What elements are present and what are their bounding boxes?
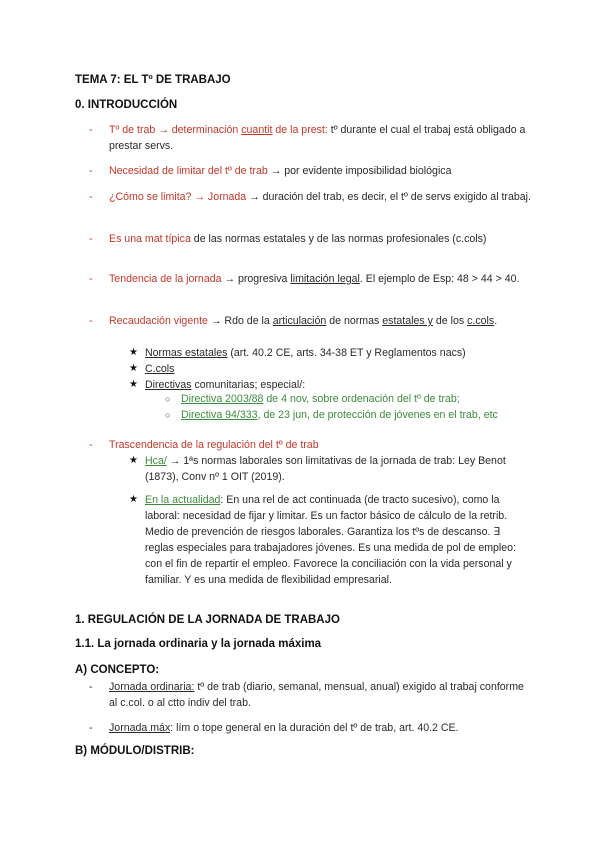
list-item — [89, 437, 534, 453]
star-bullet-icon: ★ — [129, 347, 138, 358]
concept-heading: A) CONCEPTO: — [75, 664, 160, 676]
circle-bullet-icon: ○ — [165, 410, 171, 420]
sub-item-underlined: Directivas — [145, 379, 192, 391]
list-item-underlined: estatales y — [382, 315, 433, 327]
dash-bullet: - — [89, 124, 93, 136]
term-definition: tº de trab (diario, semanal, mensual, anual) exigido al trabaj conforme al c.col. o al ctto indiv del trab. — [109, 681, 524, 709]
directive-link: Directiva 94/333 — [181, 409, 258, 421]
sub-item-text: (art. 40.2 CE, arts. 34-38 ET y Reglamentos nacs) — [227, 347, 466, 359]
list-item-highlight: Recaudación vigente — [109, 315, 208, 327]
list-item-highlight: Trascendencia de la regulación del tº de trab — [109, 439, 319, 451]
sub-list-item — [129, 345, 545, 361]
sub-item-underlined: Normas estatales — [145, 347, 228, 359]
sub-sub-list-item — [165, 391, 533, 407]
dash-bullet: - — [89, 273, 93, 285]
dash-bullet: - — [89, 681, 93, 693]
list-item-text: . — [494, 315, 498, 327]
list-item-highlight: Tº de trab → determinación — [109, 124, 242, 136]
section-1-heading: 1. REGULACIÓN DE LA JORNADA DE TRABAJO — [75, 614, 340, 626]
subsection-heading: 1.1. La jornada ordinaria y la jornada máxima — [75, 638, 322, 650]
list-item-text: de normas — [326, 315, 383, 327]
list-item-text: tº durante el cual el trabaj está obligado a prestar servs. — [109, 124, 526, 152]
sub-list-item — [129, 453, 531, 485]
list-item-text: . El ejemplo de Esp: 48 > 44 > 40. — [359, 273, 520, 285]
module-heading: B) MÓDULO/DISTRIB: — [75, 745, 195, 757]
dash-bullet: - — [89, 315, 93, 327]
list-item-text: → por evidente imposibilidad biológica — [267, 165, 452, 177]
list-item-highlight: ¿Cómo se limita? → Jornada — [109, 191, 247, 203]
list-item-highlight: Necesidad de limitar del tº de trab — [109, 165, 268, 177]
sub-list-item — [129, 361, 545, 377]
term-underlined: Jornada máx — [109, 722, 171, 734]
document-title: TEMA 7: EL Tº DE TRABAJO — [75, 74, 231, 86]
list-item-text: de las normas estatales y de las normas profesionales (c.cols) — [190, 233, 487, 245]
star-bullet-icon: ★ — [129, 455, 138, 466]
list-item — [89, 271, 534, 287]
list-item-underlined: limitación legal — [290, 273, 360, 285]
list-item-underlined: articulación — [272, 315, 327, 327]
list-item-highlight: de la prest: — [272, 124, 328, 136]
list-item — [89, 122, 534, 154]
dash-bullet: - — [89, 191, 93, 203]
list-item-text: → duración del trab, es decir, el tº de servs exigido al trabaj. — [246, 191, 531, 203]
term-definition: : lím o tope general en la duración del tº de trab, art. 40.2 CE. — [170, 722, 459, 734]
sub-item-underlined: C.cols — [145, 363, 175, 375]
list-item-highlight: Es una mat típica — [109, 233, 191, 245]
list-item — [89, 720, 534, 736]
list-item — [89, 313, 534, 329]
list-item — [89, 189, 534, 205]
star-bullet-icon: ★ — [129, 363, 138, 374]
list-item-underlined: c.cols — [467, 315, 495, 327]
sub-item-text: comunitarias; especial/: — [191, 379, 306, 391]
term-underlined: Jornada ordinaria: — [109, 681, 195, 693]
list-item — [89, 163, 534, 179]
section-0-heading: 0. INTRODUCCIÓN — [75, 99, 178, 111]
dash-bullet: - — [89, 165, 93, 177]
dash-bullet: - — [89, 233, 93, 245]
list-item-text: de los — [432, 315, 468, 327]
sub-sub-list-item — [165, 407, 533, 423]
star-bullet-icon: ★ — [129, 379, 138, 390]
list-item — [89, 679, 534, 711]
list-item-text: → progresiva — [221, 273, 291, 285]
sub-item-underlined: En la actualidad — [145, 494, 221, 506]
list-item — [89, 231, 534, 247]
list-item-text: → Rdo de la — [207, 315, 273, 327]
list-item-highlight: Tendencia de la jornada — [109, 273, 222, 285]
star-bullet-icon: ★ — [129, 494, 138, 505]
dash-bullet: - — [89, 722, 93, 734]
sub-item-text: → 1ªs normas laborales son limitativas de la jornada de trab: Ley Benot (1873), Conv nº 1 OIT (2019). — [145, 455, 506, 483]
sub-item-underlined: Hca/ — [145, 455, 167, 467]
directive-link: Directiva 2003/88 — [181, 393, 264, 405]
list-item-highlight-underlined: cuantit — [241, 124, 273, 136]
sub-sub-item-text: , de 23 jun, de protección de jóvenes en el trab, etc — [257, 409, 498, 421]
dash-bullet: - — [89, 439, 93, 451]
sub-list-item — [129, 492, 531, 588]
sub-sub-item-text: de 4 nov, sobre ordenación del tº de trab; — [263, 393, 460, 405]
sub-item-text: : En una rel de act continuada (de tracto sucesivo), como la laboral: necesidad de fijar y limitar. Es un factor básico de cálculo de la retrib. Medio de prevención de riesgos laborales. Garantiza los tºs de descanso. ∃ reglas especiales para trabajadores jóvenes. Es una medida de pol de empleo: con el fin de repartir el empleo. Favorece la conciliación con la vida personal y familiar. Y es una medida de flexibilidad empresarial. — [145, 494, 517, 586]
circle-bullet-icon: ○ — [165, 394, 171, 404]
